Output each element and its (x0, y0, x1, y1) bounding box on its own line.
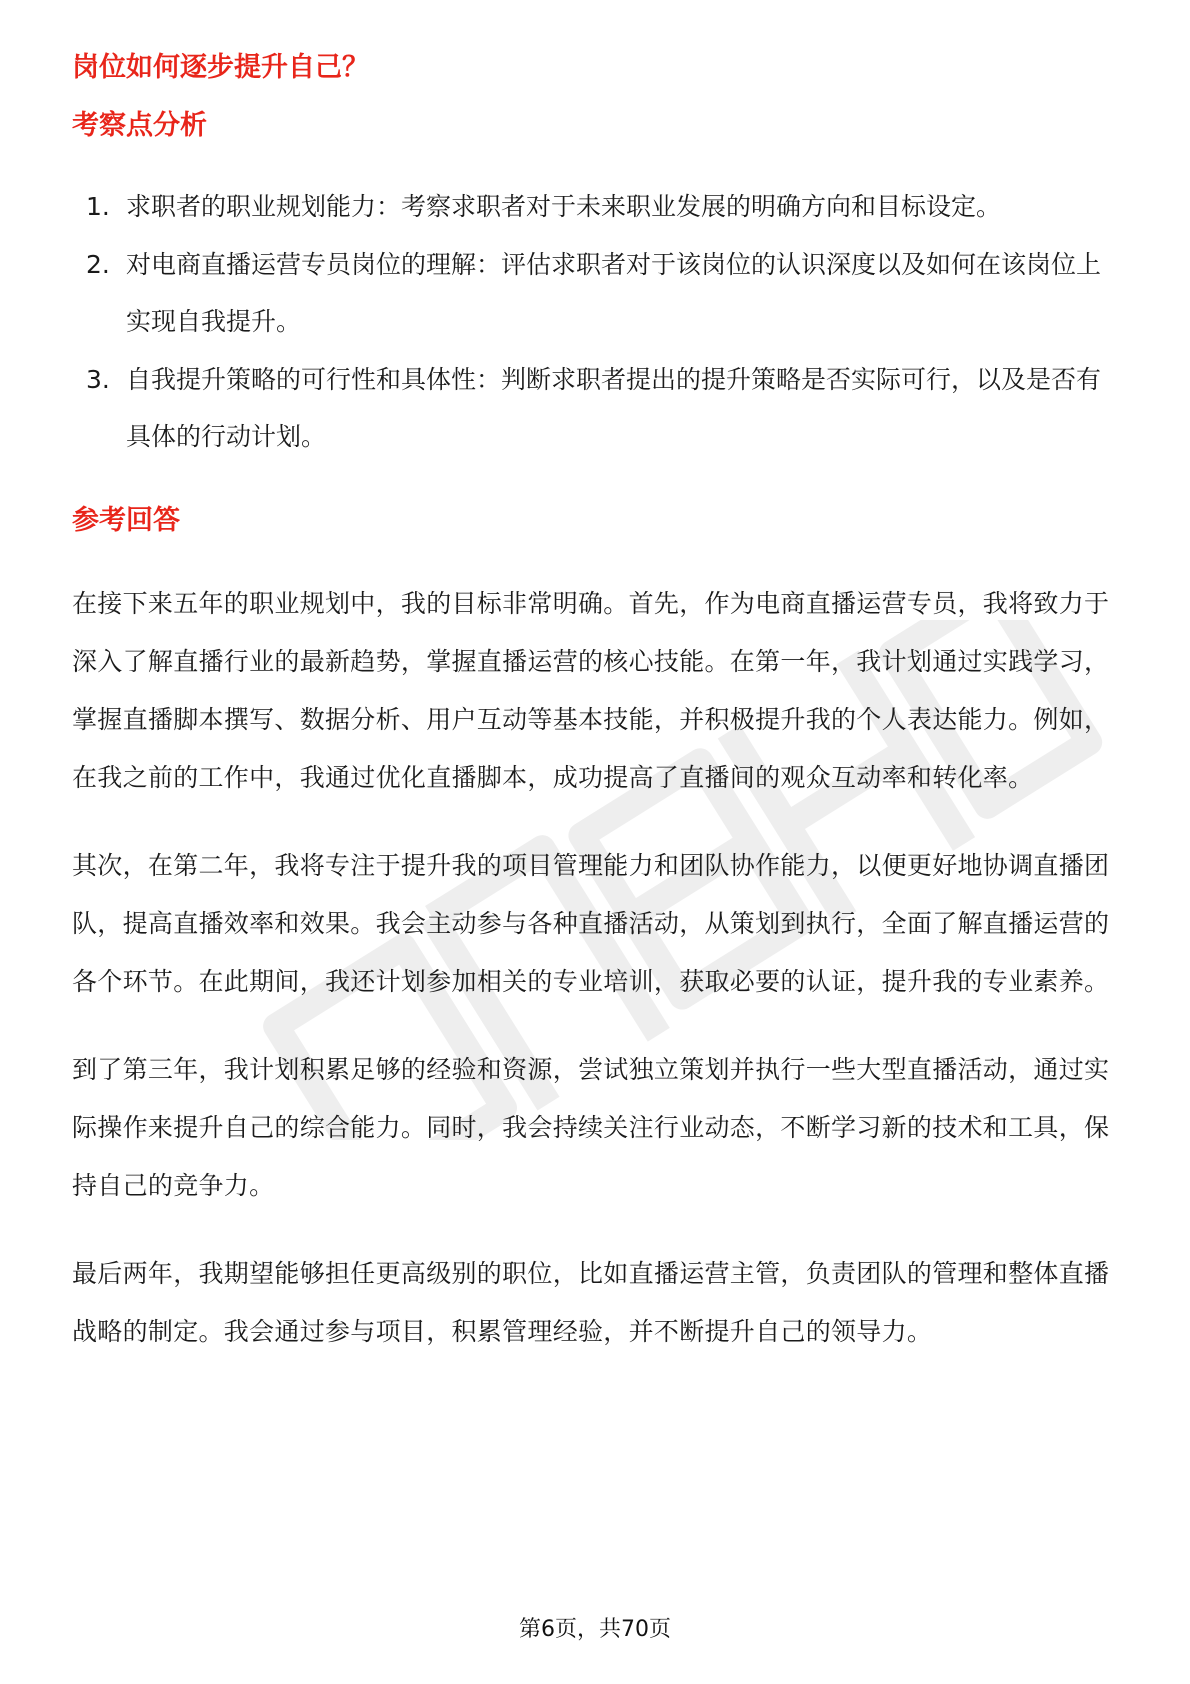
answer-heading: 参考回答 (72, 505, 180, 536)
answer-paragraph: 到了第三年，我计划积累足够的经验和资源，尝试独立策划并执行一些大型直播活动，通过实际操作来提升自己的综合能力。同时，我会持续关注行业动态，不断学习新的技术和工具，保持自己的竞争力。 (72, 1055, 1110, 1200)
list-item-number: 3. (86, 365, 110, 394)
list-item-text: 对电商直播运营专员岗位的理解：评估求职者对于该岗位的认识深度以及如何在该岗位上实现自我提升。 (126, 250, 1102, 336)
list-item-number: 1. (86, 192, 110, 221)
list-item (72, 178, 1118, 235)
document-content (72, 48, 1118, 1391)
answer-paragraph: 在接下来五年的职业规划中，我的目标非常明确。首先，作为电商直播运营专员，我将致力于深入了解直播行业的最新趋势，掌握直播运营的核心技能。在第一年，我计划通过实践学习，掌握直播脚本撰写、数据分析、用户互动等基本技能，并积极提升我的个人表达能力。例如，在我之前的工作中，我通过优化直播脚本，成功提高了直播间的观众互动率和转化率。 (72, 589, 1110, 792)
analysis-heading: 考察点分析 (72, 110, 207, 141)
answer-paragraph: 其次，在第二年，我将专注于提升我的项目管理能力和团队协作能力，以便更好地协调直播团队，提高直播效率和效果。我会主动参与各种直播活动，从策划到执行，全面了解直播运营的各个环节。在此期间，我还计划参加相关的专业培训，获取必要的认证，提升我的专业素养。 (72, 851, 1110, 996)
list-item-text: 求职者的职业规划能力：考察求职者对于未来职业发展的明确方向和目标设定。 (126, 192, 1002, 221)
answer-paragraph: 最后两年，我期望能够担任更高级别的职位，比如直播运营主管，负责团队的管理和整体直播战略的制定。我会通过参与项目，积累管理经验，并不断提升自己的领导力。 (72, 1259, 1110, 1346)
analysis-list (72, 178, 1118, 465)
page-number: 第6页，共70页 (519, 1617, 671, 1642)
question-title: 岗位如何逐步提升自己？ (72, 52, 369, 83)
list-item-number: 2. (86, 250, 110, 279)
list-item (72, 351, 1118, 465)
list-item-text: 自我提升策略的可行性和具体性：判断求职者提出的提升策略是否实际可行，以及是否有具体的行动计划。 (126, 365, 1102, 451)
list-item (72, 236, 1118, 350)
